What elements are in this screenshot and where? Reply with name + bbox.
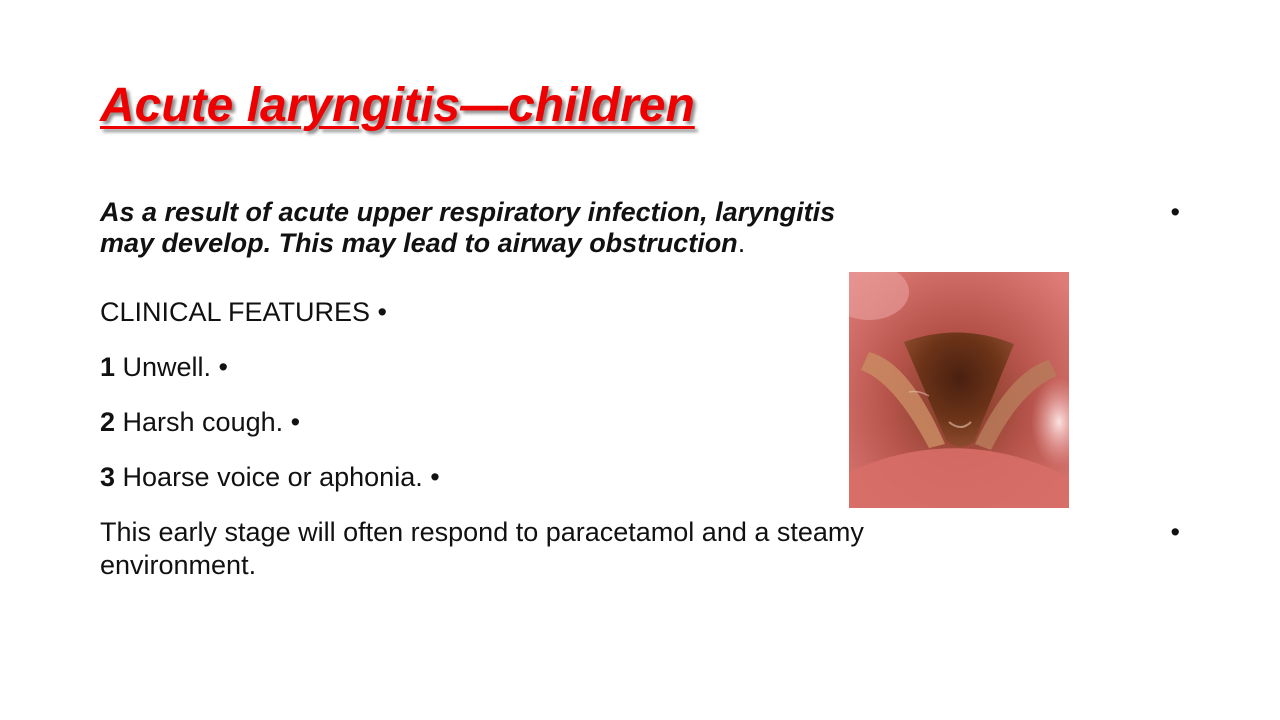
final-bullet: • xyxy=(1170,517,1180,547)
intro-paragraph xyxy=(100,197,1180,259)
feature-text: Unwell. • xyxy=(115,352,229,382)
intro-bullet: • xyxy=(1170,197,1180,227)
clinical-features-heading: CLINICAL FEATURES • xyxy=(100,297,388,327)
intro-line-2-text: may develop. This may lead to airway obstruction xyxy=(100,228,738,258)
final-paragraph xyxy=(100,516,1180,582)
larynx-photo xyxy=(849,272,1069,508)
final-line-2: environment. xyxy=(100,550,257,580)
feature-text: Hoarse voice or aphonia. • xyxy=(115,462,440,492)
feature-number: 1 xyxy=(100,352,116,382)
intro-line-2 xyxy=(100,228,1180,259)
final-line-1: This early stage will often respond to paracetamol and a steamy xyxy=(100,517,864,547)
larynx-illustration xyxy=(849,272,1069,508)
feature-text: Harsh cough. • xyxy=(115,407,301,437)
slide-title: Acute laryngitis—children xyxy=(100,79,695,132)
intro-line-1: As a result of acute upper respiratory infection, laryngitis xyxy=(100,197,836,227)
feature-number: 2 xyxy=(100,407,116,437)
feature-number: 3 xyxy=(100,462,116,492)
intro-line-2-period: . xyxy=(737,228,746,258)
